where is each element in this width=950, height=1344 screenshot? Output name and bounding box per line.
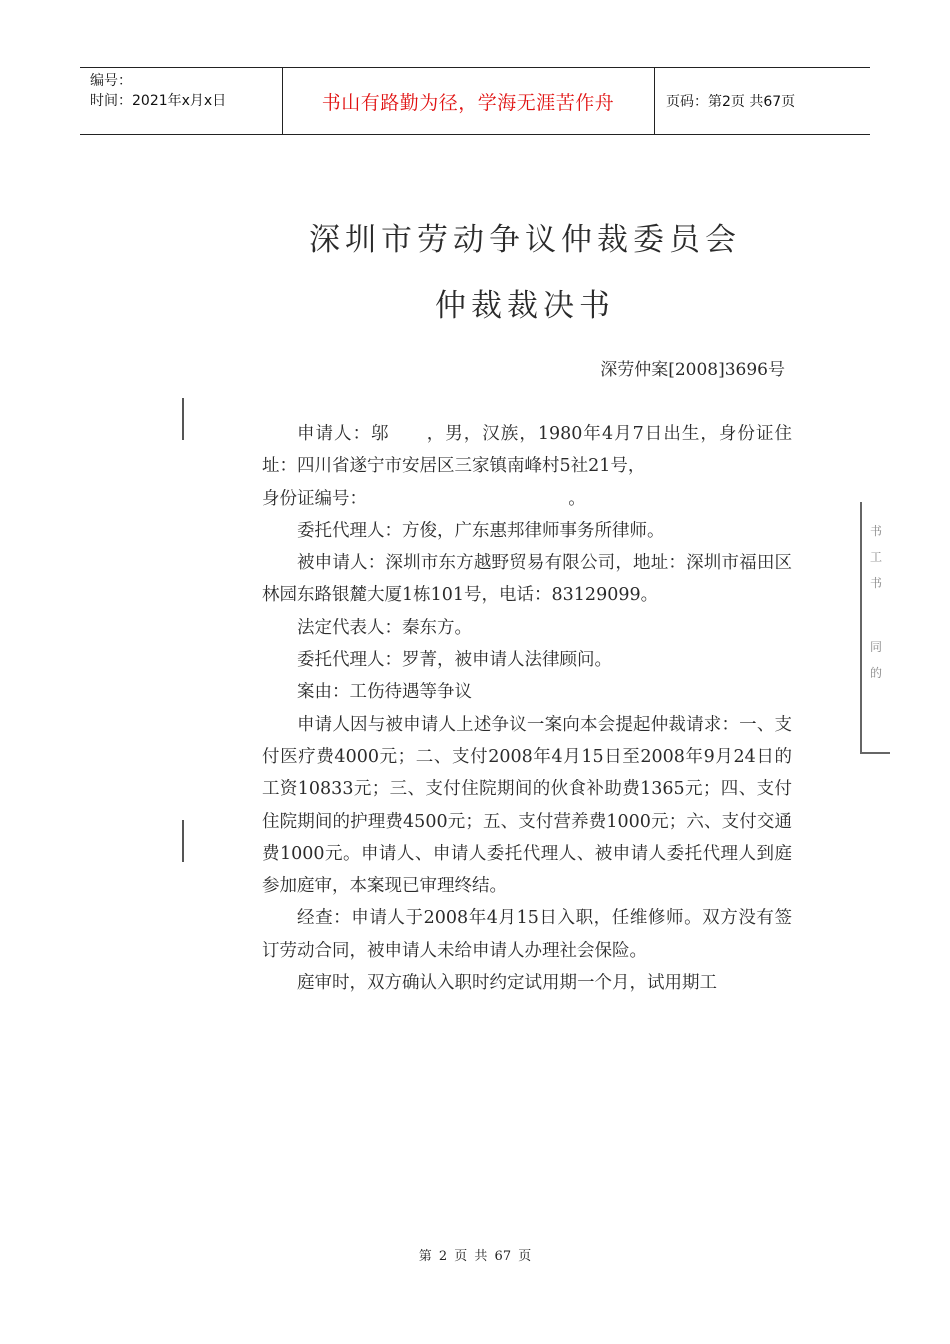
edge-char: 同 — [870, 640, 883, 654]
paragraph: 案由：工伤待遇等争议 — [297, 682, 472, 703]
paragraph: 经查：申请人于2008年4月15日入职，任维修师。双方没有签订劳动合同，被申请人未给申请人办理社会保险。 — [262, 908, 792, 961]
edge-char: 工 — [870, 550, 883, 564]
paragraph: 申请人因与被申请人上述争议一案向本会提起仲裁请求：一、支付医疗费4000元；二、支付2008年4月15日至2008年9月24日的工资10833元；三、支付住院期间的伙食补助费1365元；四、支付住院期间的护理费4500元；五、支付营养费1000元；六、支付交通费1000元。申请人、申请人委托代理人、被申请人委托代理人到庭参加庭审，本案现已审理终结。 — [262, 714, 792, 897]
scanned-document — [170, 180, 890, 1060]
paragraph: 委托代理人：罗菁，被申请人法律顾问。 — [297, 650, 612, 671]
edge-char: 书 — [870, 576, 883, 590]
time-label: 时间：2021年x月x日 — [90, 93, 227, 109]
paragraph: 申请人：邬 ，男，汉族，1980年4月7日出生，身份证住址：四川省遂宁市安居区三家镇南峰村5社21号， — [262, 424, 792, 477]
header-meta — [90, 71, 280, 111]
page-header — [80, 67, 870, 135]
number-label: 编号： — [90, 73, 132, 89]
margin-mark — [182, 398, 184, 440]
document-subtitle: 仲裁裁决书 — [435, 288, 615, 324]
paragraph: 庭审时，双方确认入职时约定试用期一个月，试用期工 — [297, 973, 717, 994]
paragraph: 被申请人：深圳市东方越野贸易有限公司，地址：深圳市福田区林园东路银麓大厦1栋101号，电话：83129099。 — [262, 553, 792, 606]
document-title: 深圳市劳动争议仲裁委员会 — [309, 222, 741, 258]
edge-char: 书 — [870, 524, 883, 538]
header-page-info: 页码：第2页 共67页 — [666, 94, 796, 110]
paragraph: 委托代理人：方俊，广东惠邦律师事务所律师。 — [297, 520, 665, 541]
page-footer: 第 2 页 共 67 页 — [418, 1249, 532, 1264]
document-body — [262, 418, 792, 999]
header-divider — [654, 67, 655, 135]
case-number: 深劳仲案[2008]3696号 — [600, 360, 785, 380]
margin-mark — [182, 820, 184, 862]
edge-char: 的 — [870, 666, 883, 680]
page-edge-shadow — [860, 502, 890, 754]
paragraph: 身份证编号： 。 — [262, 488, 586, 509]
header-motto: 书山有路勤为径，学海无涯苦作舟 — [321, 91, 615, 114]
paragraph: 法定代表人：秦东方。 — [297, 617, 472, 638]
